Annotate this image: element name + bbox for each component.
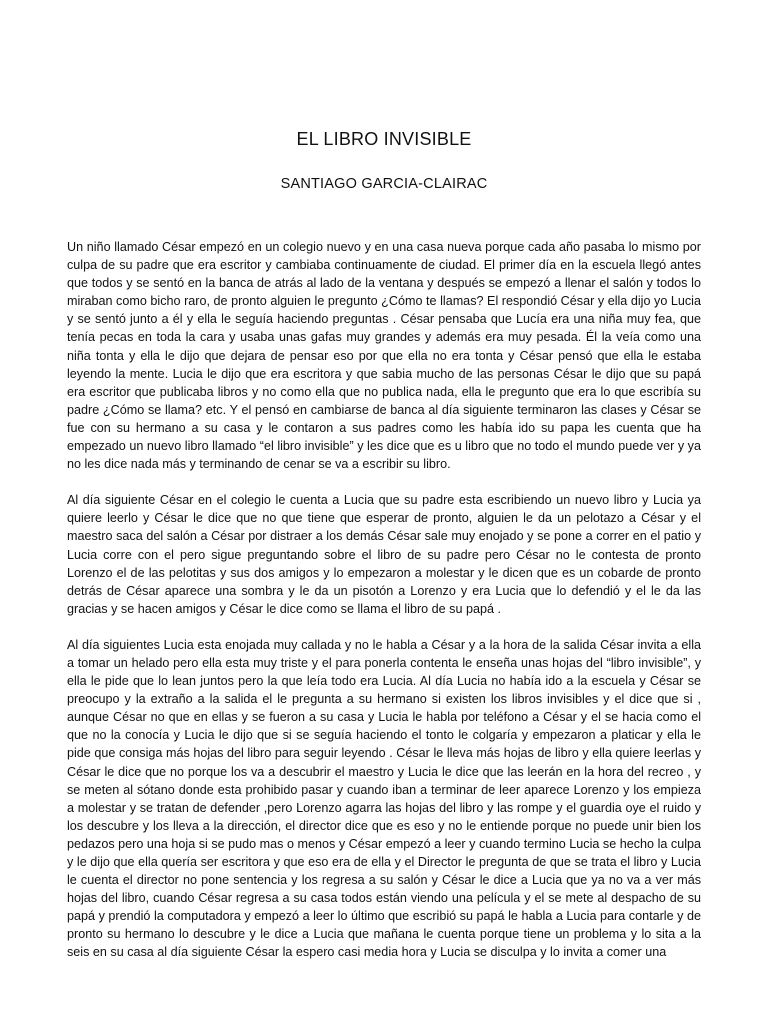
paragraph-3: Al día siguientes Lucia esta enojada muy callada y no le habla a César y a la hora de la salida César invita a ella a tomar un helado pero ella esta muy triste y el para ponerla contenta le enseña unas hojas del “libro invisible”, y ella le pide que lo lean juntos pero la que leía todo era Lucia. Al día Lucia no había ido a la escuela y César se preocupo y la extraño a la salida el le pregunta a su hermano si existen los libros invisibles y el dice que si , aunque César no que en ellas y se fueron a su casa y Lucia le habla por teléfono a César y el se hacia como el que no la conocía y Lucia le dijo que si se seguía haciendo el tonto le colgaría y empezaron a platicar y ella le pide que consiga más hojas del libro para seguir leyendo . César le lleva más hojas de libro y ella quiere leerlas y César le dice que no porque los va a descubrir el maestro y Lucia le dice que las leerán en la hora del recreo , y se meten al sótano donde esta prohibido pasar y cuando iban a terminar de leer aparece Lorenzo y los empieza a molestar y se tratan de defender ,pero Lorenzo agarra las hojas del libro y las rompe y el guardia oye el ruido y los descubre y los lleva a la dirección, el director dice que es eso y no le entiende porque no puede unir bien los pedazos pero una hoja si se pudo mas o menos y César empezó a leer y cuando termino Lucia se hecho la culpa y le dijo que ella quería ser escritora y que eso era de ella y el Director le pregunta de que se trata el libro y Lucia le cuenta el director no pone sentencia y los regresa a su salón y César le dice a Lucia que ya no va a ver más hojas del libro, cuando César regresa a su casa todos están viendo una película y el se mete al despacho de su papá y prendió la computadora y empezó a leer lo último que escribió su papá le habla a Lucia para contarle y de pronto su hermano lo descubre y le dice a Lucia que mañana le cuenta porque tiene un problema y lo sita a la seis en su casa al día siguiente César la espero casi media hora y Lucia se disculpa y lo invita a comer una <box>67 637 701 960</box>
paragraph-1: Un niño llamado César empezó en un colegio nuevo y en una casa nueva porque cada año pasaba lo mismo por culpa de su padre que era escritor y cambiaba continuamente de ciudad. El primer día en la escuela llegó antes que todos y se sentó en la banca de atrás al lado de la ventana y después se empezó a llenar el salón y todos lo miraban como bicho raro, de pronto alguien le pregunto ¿Cómo te llamas? El respondió César y ella dijo yo Lucia y se sentó junto a él y ella le seguía haciendo preguntas . César pensaba que Lucía era una niña muy fea, que tenía pecas en toda la cara y usaba unas gafas muy grandes y además era muy pesada. Él la veía como una niña tonta y ella le dijo que dejara de pensar eso por que ella no era tonta y César pensó que ella le estaba leyendo la mente. Lucia le dijo que era escritora y que sabia mucho de las personas César le dijo que su papá era escritor que publicaba libros y no como ella que no publica nada, ella le pregunto que era lo que escribía su padre ¿Cómo se llama? etc. Y el pensó en cambiarse de banca al día siguiente terminaron las clases y César se fue con su hermano a su casa y le contaron a sus padres como les había ido su papa les cuenta que ha empezado un nuevo libro llamado “el libro invisible” y les dice que es u libro que no todo el mundo puede ver y ya no les dice nada más y terminando de cenar se va a escribir su libro. <box>67 240 701 472</box>
document-title: EL LIBRO INVISIBLE <box>296 129 472 149</box>
document-author: SANTIAGO GARCIA-CLAIRAC <box>280 176 488 192</box>
paragraph-2: Al día siguiente César en el colegio le cuenta a Lucia que su padre esta escribiendo un nuevo libro y Lucia ya quiere leerlo y César le dice que no que tiene que esperar de pronto, alguien le da un pelotazo a César y el maestro saca del salón a César por distraer a los demás César sale muy enojado y se pone a correr en el patio y Lucia corre con el pero sigue preguntando sobre el libro de su padre pero César no le contesta de pronto Lorenzo el de las pelotitas y sus dos amigos y lo empezaron a molestar y le dicen que es un cobarde de pronto detrás de César aparece una sombra y le da un pisotón a Lorenzo y era Lucia que lo defendió y el le da las gracias y se hacen amigos y César le dice como se llama el libro de su papá . <box>67 493 701 616</box>
document-body <box>67 238 701 980</box>
